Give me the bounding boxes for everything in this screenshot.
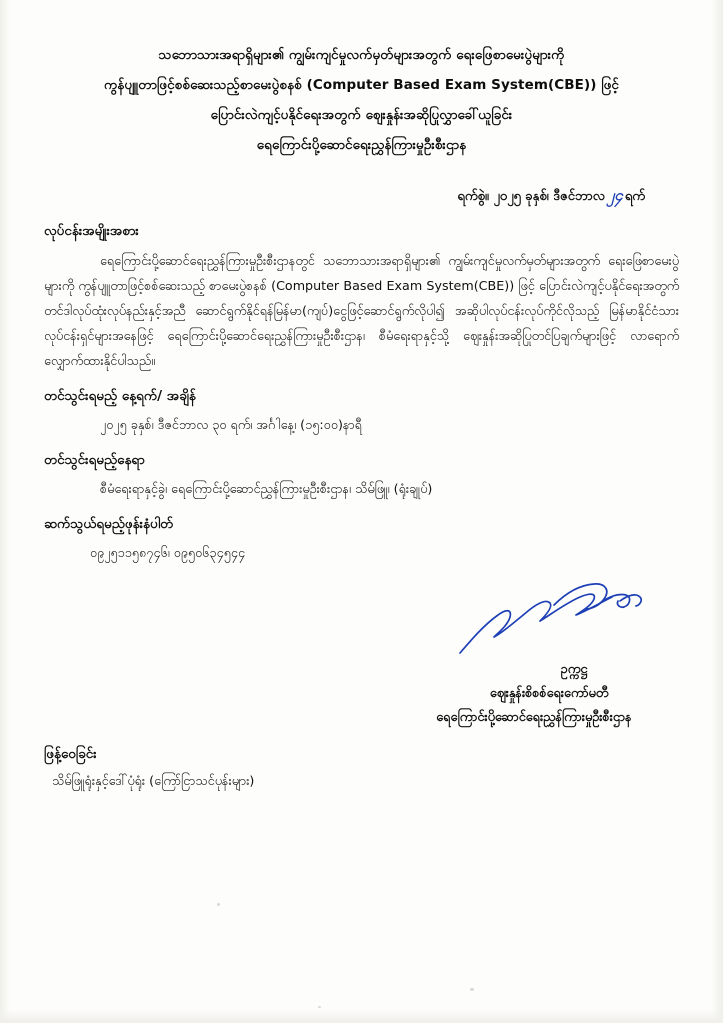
- section-submission-datetime-heading: တင်သွင်းရမည့် နေ့ရက်/ အချိန်: [44, 388, 196, 404]
- scan-speck: [318, 1006, 321, 1008]
- page-edge-right: [711, 0, 723, 1023]
- signature-name: ဥက္ကဋ္ဌ: [560, 662, 588, 677]
- section-submission-place-heading: တင်သွင်းရမည့်နေရာ: [44, 452, 145, 468]
- title-line-3: ပြောင်းလဲကျင့်ပနိုင်ရေးအတွက် ဈေးနှုန်းအဆိုပြုလွှာခေါ်ယူခြင်း: [210, 107, 513, 123]
- section-work-type: [44, 222, 679, 373]
- signature-role-department: ရေကြောင်းပို့ဆောင်ရေးညွှန်ကြားမှုဦးစီးဌာန: [436, 709, 632, 724]
- section-work-type-heading: လုပ်ငန်းအမျိုးအစား: [44, 223, 139, 239]
- section-contact-phone: [44, 515, 679, 565]
- handwritten-signature: [454, 581, 644, 655]
- section-submission-datetime: [44, 387, 679, 437]
- page-edge-left: [0, 0, 10, 1023]
- title-line-2: ကွန်ပျူတာဖြင့်စစ်ဆေးသည့်စာမေးပွဲစနစ် (Computer Based Exam System(CBE)) ဖြင့်: [104, 77, 619, 93]
- distribution-heading: ဖြန့်ဝေခြင်း: [44, 746, 97, 762]
- section-submission-place-value: စီမံရေးရာနှင့်ခွဲ၊ ရေကြောင်းပို့ဆောင်ညွှန်ကြားမှုဦးစီးဌာန၊ သိမ်ဖြူ၊ (ရုံးချုပ်): [100, 481, 433, 496]
- document-date: [44, 186, 645, 208]
- page-edge-bottom: [0, 1009, 723, 1023]
- signature-role-committee: ဈေးနှုန်းစိစစ်ရေးကော်မတီ: [489, 685, 609, 700]
- date-handwritten-day: ၂၄: [607, 186, 623, 204]
- section-submission-place: [44, 451, 679, 501]
- date-suffix: ရက်: [624, 189, 645, 204]
- section-contact-phone-heading: ဆက်သွယ်ရမည့်ဖုန်းနံပါတ်: [44, 516, 174, 532]
- signature-block: [44, 583, 679, 733]
- section-submission-datetime-value: ၂၀၂၅ ခုနှစ်၊ ဒီဇင်ဘာလ ၃၀ ရက်၊ အင်္ဂါနေ့၊ (၁၅:၀၀)နာရီ: [100, 417, 362, 432]
- document-title-block: [44, 40, 679, 160]
- distribution-line: သိမ်ဖြူရုံးနှင့်ဒေါ်ပုံရုံး (ကြော်ငြာသင်ပုန်းများ): [52, 773, 255, 788]
- section-contact-phone-value: ၀၉၂၅၁၁၅၈၇၄၆၊ ၀၉၅၀၆၃၄၅၄၄: [90, 545, 246, 560]
- date-prefix: ရက်စွဲ။ ၂၀၂၅ ခုနှစ်၊ ဒီဇင်ဘာလ: [457, 189, 605, 204]
- scan-speck: [470, 988, 474, 991]
- title-line-1: သဘောသားအရာရှိများ၏ ကျွမ်းကျင်မှုလက်မှတ်များအတွက် ရေးဖြေစာမေးပွဲများကို: [158, 47, 565, 63]
- scan-speck: [217, 903, 220, 906]
- distribution-section: [44, 745, 679, 792]
- title-line-4: ရေကြောင်းပို့ဆောင်ရေးညွှန်ကြားမှုဦးစီးဌာန: [256, 137, 467, 153]
- section-work-type-paragraph: ရေကြောင်းပို့ဆောင်ရေးညွှန်ကြားမှုဦးစီးဌာနတွင် သဘောသားအရာရှိများ၏ ကျွမ်းကျင်မှုလက်မှတ်များအတွက် ရေးဖြေစာမေးပွဲများကို ကွန်ပျူတာဖြင့်စစ်ဆေးသည့် စာမေးပွဲစနစ် (Computer Based Exam System(CBE)) ဖြင့် ပြောင်းလဲကျင့်ပနိုင်ရေးအတွက် တင်ဒါလုပ်ထုံးလုပ်နည်းနှင့်အညီ ဆောင်ရွက်နိုင်ရန်မြန်မာ(ကျပ်)ငွေဖြင့်ဆောင်ရွက်လိုပါ၍ အဆိုပါလုပ်ငန်းလုပ်ကိုင်လိုသည့် မြန်မာနိုင်ငံသားလုပ်ငန်းရှင်များအနေဖြင့် ရေကြောင်းပို့ဆောင်ရေးညွှန်ကြားမှုဦးစီးဌာန၊ စီမံရေးရာနှင့်သို့ ဈေးနှုန်းအဆိုပြုတင်ပြချက်များဖြင့် လာရောက်လျှောက်ထားနိုင်ပါသည်။: [44, 253, 679, 368]
